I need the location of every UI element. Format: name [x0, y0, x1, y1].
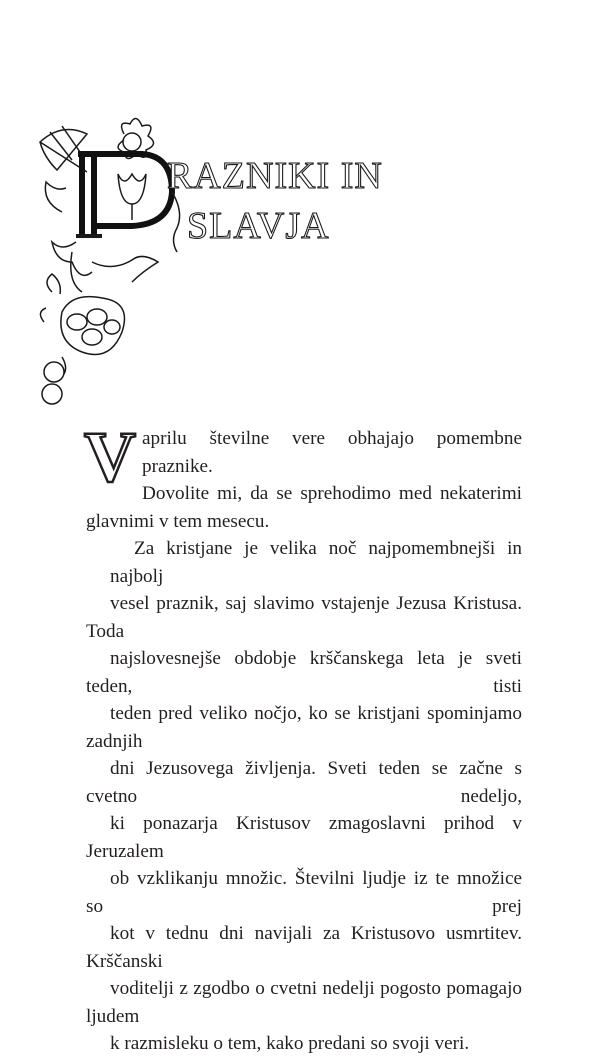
- text-line: Dovolite mi, da se sprehodimo med nekaterimi: [142, 483, 522, 504]
- text-line: ob vzklikanju množic. Številni ljudje iz te množice so prej: [86, 868, 522, 917]
- text-line: aprilu številne vere obhajajo pomembne praznike.: [142, 428, 522, 477]
- text-line: dni Jezusovega življenja. Sveti teden se začne s cvetno nedeljo,: [86, 758, 522, 807]
- text-line: kot v tednu dni navijali za Kristusovo usmrtitev. Krščanski: [86, 923, 522, 972]
- text-line: k razmisleku o tem, kako predani so svoji veri.: [110, 1033, 470, 1054]
- text-line: vesel praznik, saj slavimo vstajenje Jezusa Kristusa. Toda: [86, 593, 522, 642]
- chapter-title-line2: SLAVJA: [187, 205, 330, 247]
- text-line: teden pred veliko nočjo, ko se kristjani spominjamo zadnjih: [86, 703, 522, 752]
- paragraph-2: [86, 535, 522, 1058]
- floral-illuminated-initial-icon: [32, 112, 182, 412]
- text-line: Za kristjane je velika noč najpomembnejši in najbolj: [110, 538, 522, 587]
- drop-cap: V: [84, 417, 136, 497]
- body-text: [84, 417, 522, 1058]
- text-line: najslovesnejše obdobje krščanskega leta je sveti teden, tisti: [86, 648, 522, 697]
- text-line: glavnimi v tem mesecu.: [86, 510, 270, 532]
- text-line: voditelji z zgodbo o cvetni nedelji pogosto pomagajo ljudem: [86, 978, 522, 1027]
- paragraph-1: [84, 417, 522, 535]
- text-line: ki ponazarja Kristusov zmagoslavni prihod v Jeruzalem: [86, 813, 522, 862]
- chapter-title-line1: RAZNIKI IN: [167, 155, 383, 197]
